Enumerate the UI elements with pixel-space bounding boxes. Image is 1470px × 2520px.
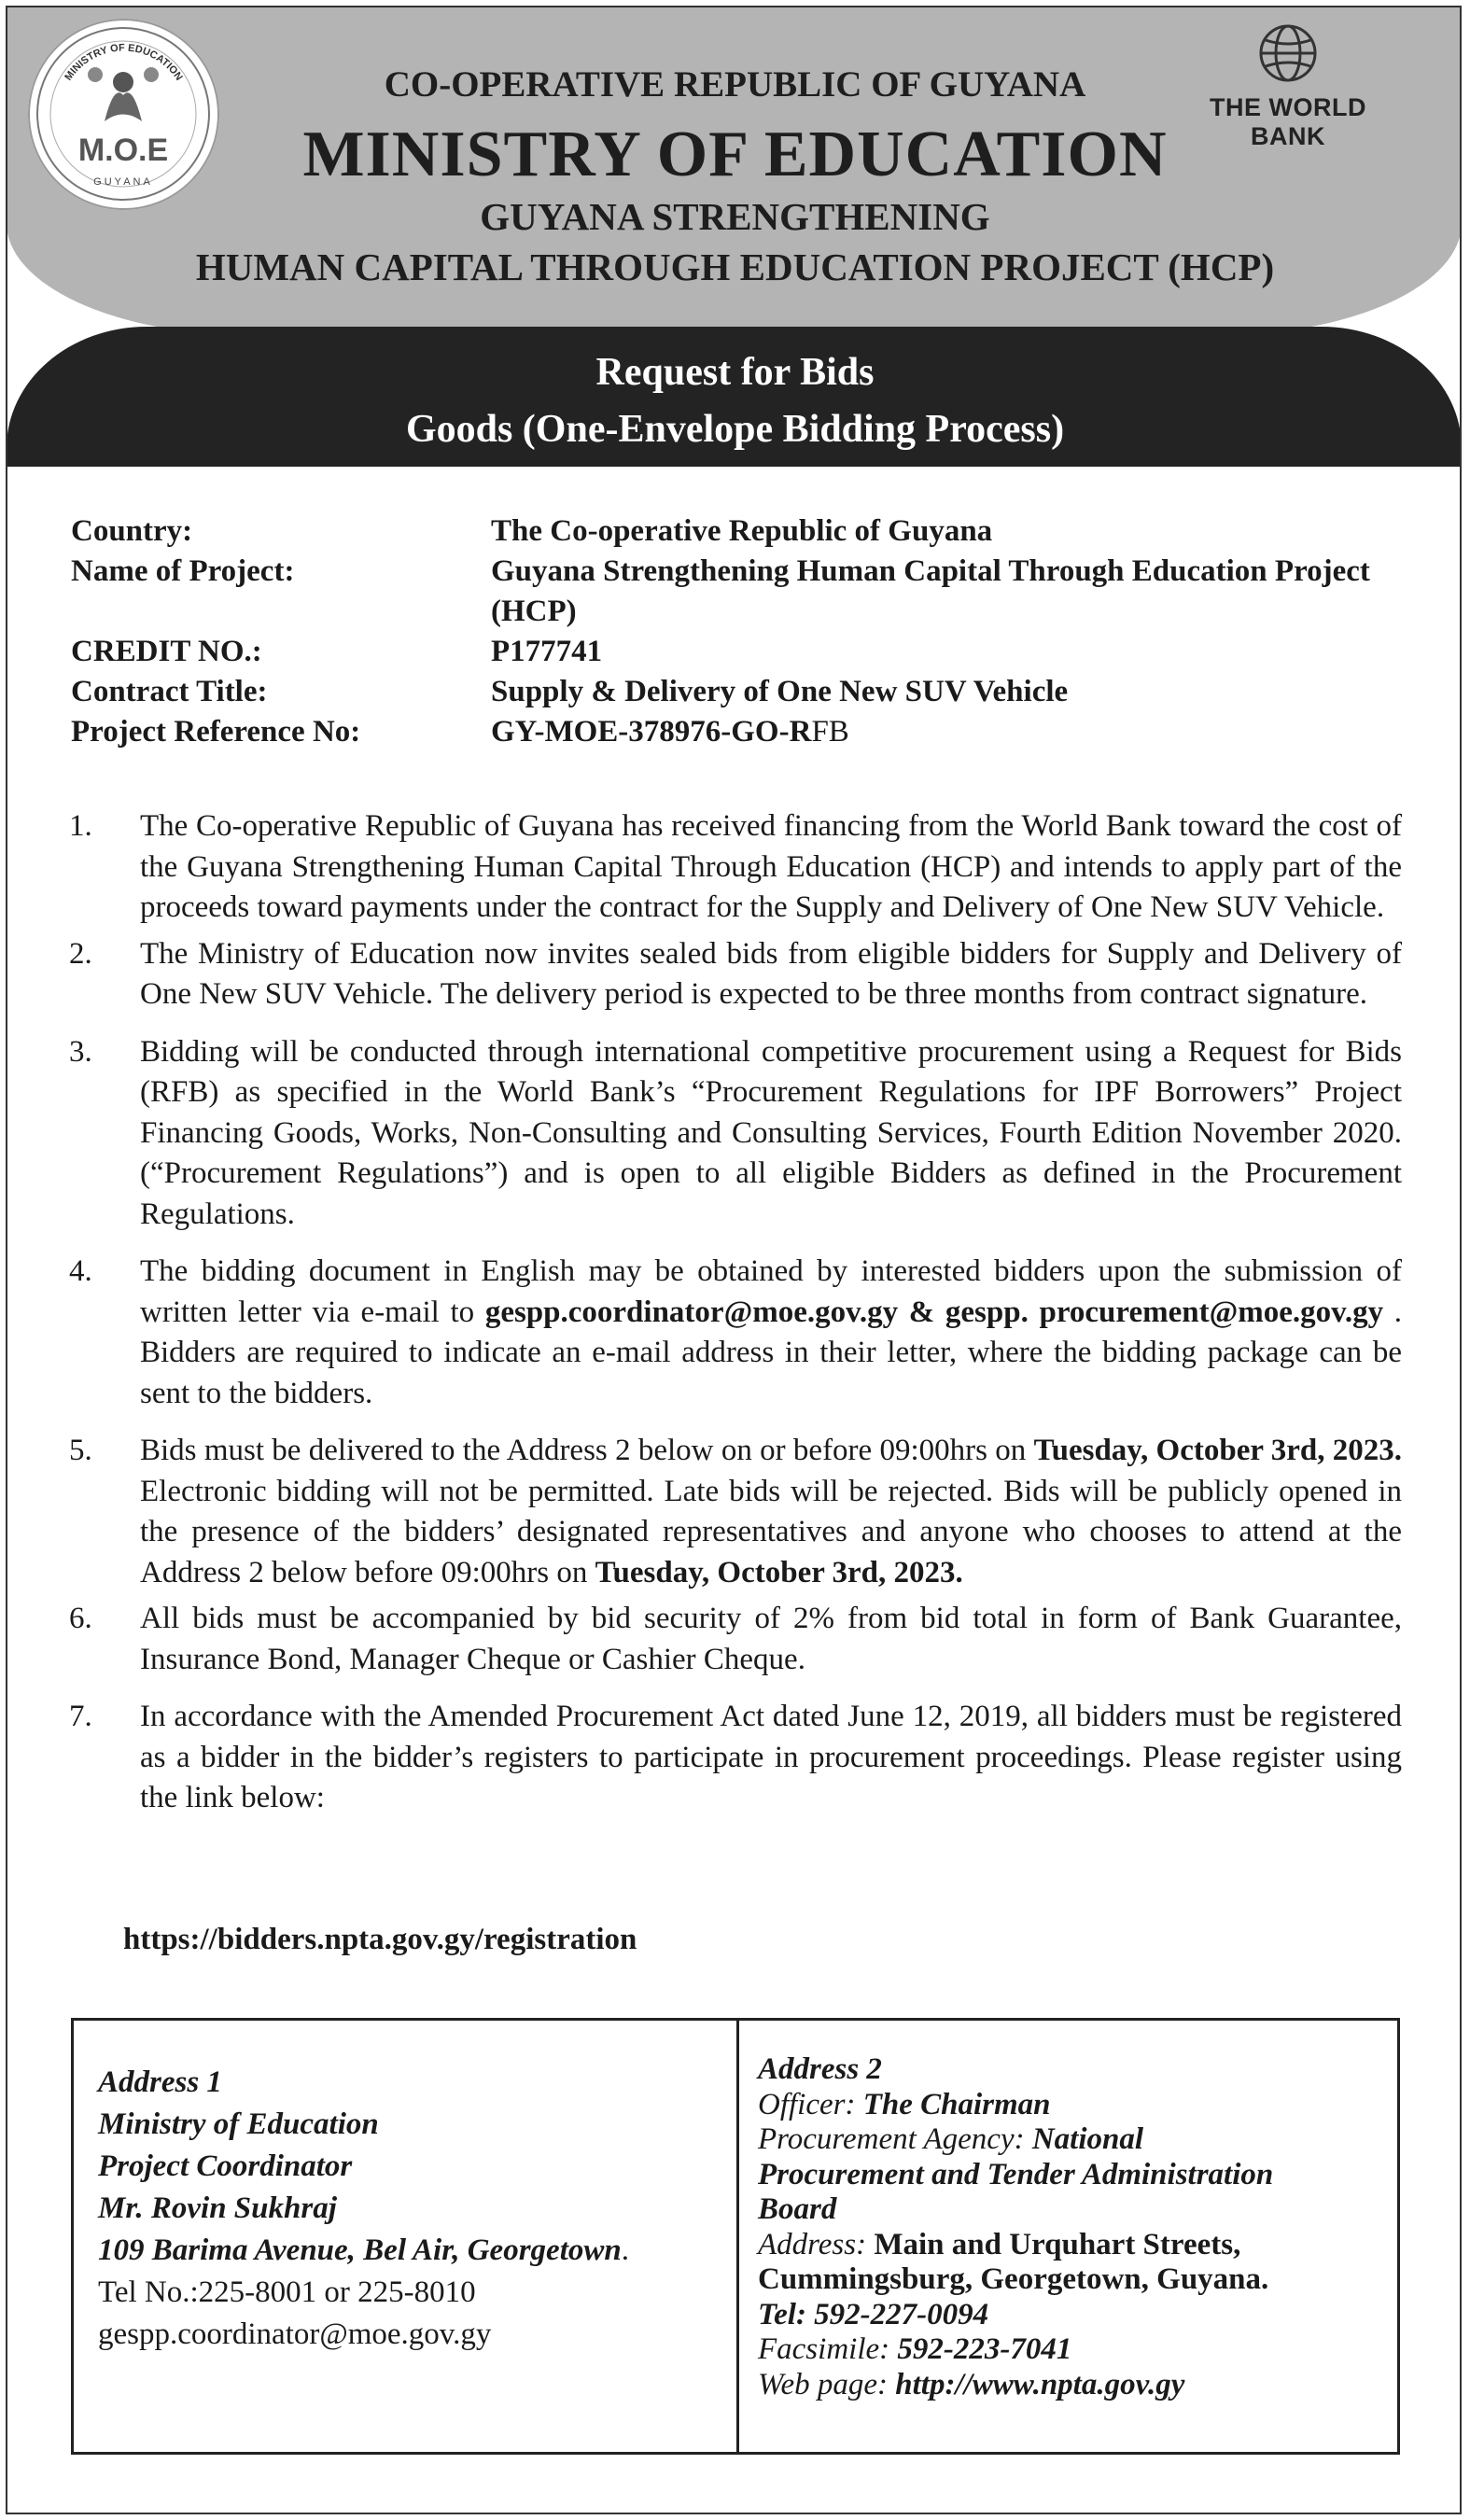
info-label: CREDIT NO.:	[71, 635, 262, 668]
item-text: The bidding document in English may be obtained by interested bidders upon the submission of written letter via e-mail to gespp.coordinator@moe.gov.gy & gespp. procurement@moe.gov.gy . Bidders are required to indicate an e-mail address in their letter, where the bidding package can be sent to the bidders.	[140, 1254, 1402, 1410]
address2-city: Cummingsburg, Georgetown, Guyana.	[758, 2262, 1269, 2296]
page-subtitle: Goods (One-Envelope Bidding Process)	[405, 408, 1065, 451]
item-text: Bids must be delivered to the Address 2 below on or before 09:00hrs on Tuesday, October 3rd, 2023. Electronic bidding will not be permitted. Late bids will be rejected. Bids will be publicly opened in the presence of the bidders’ designated representatives and anyone who chooses to attend at the Address 2 below before 09:00hrs on Tuesday, October 3rd, 2023.	[140, 1434, 1403, 1589]
address1-street-line: 109 Barima Avenue, Bel Air, Georgetown.	[98, 2233, 629, 2267]
address1-heading: Address 1	[98, 2065, 222, 2099]
info-value	[491, 712, 1406, 752]
address2-heading: Address 2	[758, 2052, 882, 2086]
list-item	[69, 1032, 1402, 1236]
address1-ministry: Ministry of Education	[98, 2107, 379, 2141]
deadline-date: Tuesday, October 3rd, 2023.	[1033, 1434, 1403, 1467]
item-number: 3.	[69, 1034, 92, 1069]
address-2: Address 2 Officer: The Chairman Procurement Agency: National Procurement and Tender Administration Board Address: Main and Urquhart Streets, Cummingsburg, Georgetown, Guyana. Tel: 592-227-0094 Facsimile: 592-223-7041 Web page: http://www.npta.gov.gy	[758, 2052, 1374, 2402]
header-ministry: MINISTRY OF EDUCATION	[302, 119, 1168, 190]
item-number: 5.	[69, 1434, 92, 1467]
info-label: Country:	[71, 514, 193, 548]
info-row-country	[71, 511, 1406, 552]
item-text: The Co-operative Republic of Guyana has received financing from the World Bank toward the cost of the Guyana Strengthening Human Capital Through Education (HCP) and intends to apply part of the proceeds toward payments under the contract for the Supply and Delivery of One New SUV Vehicle.	[140, 809, 1402, 924]
info-row-reference	[71, 712, 1406, 752]
address2-tel: Tel: 592-227-0094	[758, 2297, 989, 2331]
item-text: In accordance with the Amended Procurement Act dated June 12, 2019, all bidders must be registered as a bidder in the bidder’s registers to participate in procurement proceedings. Please register using the link below:	[140, 1700, 1402, 1814]
list-item	[69, 1697, 1402, 1819]
info-value: P177741	[491, 635, 603, 668]
procurement-email-link[interactable]: gespp. procurement@moe.gov.gy	[945, 1295, 1384, 1329]
address-box	[71, 2018, 1400, 2455]
info-row-contract-title	[71, 672, 1406, 712]
list-item	[69, 934, 1402, 1015]
item-number: 6.	[69, 1602, 92, 1635]
info-value: The Co-operative Republic of Guyana	[491, 514, 993, 548]
info-row-credit-no	[71, 632, 1406, 672]
header-project-line2: HUMAN CAPITAL THROUGH EDUCATION PROJECT (HCP)	[195, 245, 1275, 288]
address2-agency: National	[1031, 2122, 1144, 2156]
address1-street: 109 Barima Avenue, Bel Air, Georgetown	[98, 2233, 622, 2267]
world-bank-label: THE WORLD BANK	[1210, 93, 1366, 150]
address2-web-link[interactable]: http://www.npta.gov.gy	[895, 2367, 1185, 2401]
address-1	[98, 2062, 723, 2356]
info-label: Project Reference No:	[71, 715, 361, 749]
item-text: Bidding will be conducted through international competitive procurement using a Request for Bids (RFB) as specified in the World Bank’s “Procurement Regulations for IPF Borrowers” Project Financing Goods, Works, Non-Consulting and Consulting Services, Fourth Edition November 2020. (“Procurement Regulations”) and is open to all eligible Bidders as defined in the Procurement Regulations.	[140, 1034, 1402, 1231]
item-number: 7.	[69, 1700, 92, 1733]
address1-tel: Tel No.:225-8001 or 225-8010	[98, 2275, 476, 2309]
item-number: 1.	[69, 809, 92, 843]
page-title: Request for Bids	[595, 351, 875, 394]
list-item	[69, 806, 1402, 929]
item-number: 4.	[69, 1254, 92, 1288]
address2-street: Main and Urquhart Streets,	[874, 2227, 1241, 2261]
info-row-project-name	[71, 552, 1406, 632]
address1-role: Project Coordinator	[98, 2149, 353, 2183]
moe-logo-bottom-text: GUYANA	[93, 176, 153, 188]
header-project-line1: GUYANA STRENGTHENING	[480, 195, 990, 238]
item-number: 2.	[69, 936, 92, 971]
address1-email[interactable]: gespp.coordinator@moe.gov.gy	[98, 2317, 492, 2351]
address2-fax: 592-223-7041	[897, 2332, 1072, 2366]
address2-officer: The Chairman	[862, 2087, 1051, 2121]
list-item	[69, 1252, 1402, 1414]
moe-logo-ring-text: MINISTRY OF EDUCATION	[63, 42, 185, 83]
moe-logo-text: M.O.E	[77, 133, 169, 168]
opening-date: Tuesday, October 3rd, 2023.	[595, 1555, 963, 1589]
info-value: Supply & Delivery of One New SUV Vehicle	[491, 675, 1069, 708]
info-label: Name of Project:	[71, 554, 295, 588]
project-info-table	[71, 511, 1406, 752]
address-divider	[736, 2021, 739, 2452]
coordinator-email-link[interactable]: gespp.coordinator@moe.gov.gy	[484, 1295, 899, 1329]
reference-main: GY-MOE-378976-GO-R	[491, 715, 812, 749]
instructions-list	[69, 806, 1402, 1819]
reference-suffix: FB	[811, 715, 849, 749]
info-value: Guyana Strengthening Human Capital Through Education Project (HCP)	[491, 554, 1370, 628]
item-text: All bids must be accompanied by bid security of 2% from bid total in form of Bank Guarantee, Insurance Bond, Manager Cheque or Cashier Cheque.	[140, 1602, 1402, 1676]
item-text: The Ministry of Education now invites sealed bids from eligible bidders for Supply and Delivery of One New SUV Vehicle. The delivery period is expected to be three months from contract signature.	[140, 936, 1402, 1011]
list-item	[69, 1599, 1402, 1680]
list-item	[69, 1431, 1402, 1593]
header-country: CO-OPERATIVE REPUBLIC OF GUYANA	[384, 64, 1086, 105]
registration-link[interactable]: https://bidders.npta.gov.gy/registration	[123, 1923, 637, 1956]
address1-person: Mr. Rovin Sukhraj	[98, 2191, 337, 2225]
info-label: Contract Title:	[71, 675, 268, 708]
